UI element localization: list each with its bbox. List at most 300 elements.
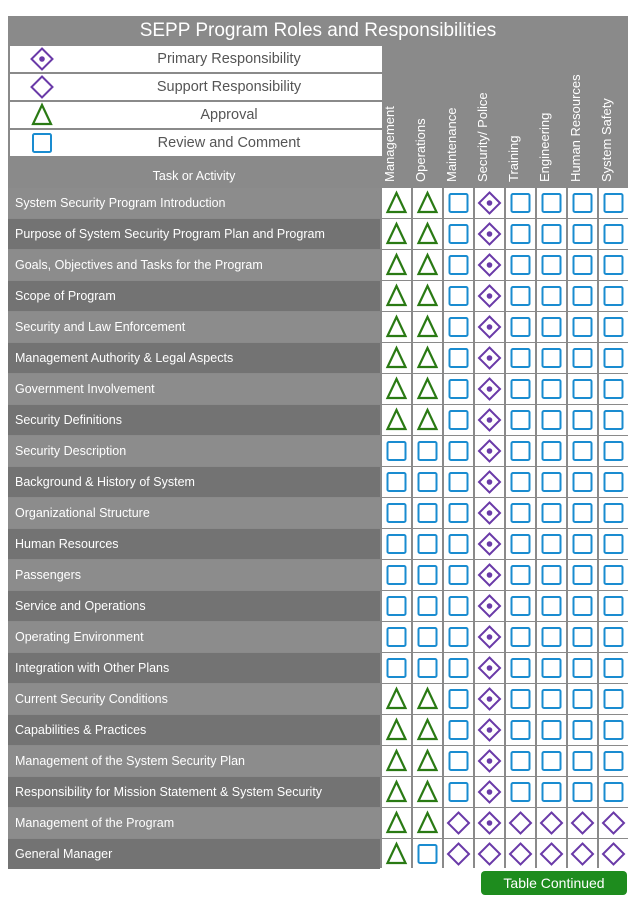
matrix-cell bbox=[599, 219, 628, 249]
review-symbol-icon bbox=[537, 684, 566, 714]
approval-symbol-icon bbox=[382, 250, 411, 280]
matrix-cell bbox=[413, 436, 442, 466]
table-row bbox=[8, 653, 380, 683]
task-label: System Security Program Introduction bbox=[15, 196, 226, 210]
matrix-cell bbox=[506, 405, 535, 435]
matrix-cell bbox=[444, 250, 473, 280]
review-symbol-icon bbox=[599, 281, 628, 311]
review-symbol-icon bbox=[444, 188, 473, 218]
primary-symbol-icon bbox=[475, 250, 504, 280]
matrix-cell bbox=[382, 684, 411, 714]
review-symbol-icon bbox=[444, 281, 473, 311]
matrix-cell bbox=[444, 529, 473, 559]
matrix-cell bbox=[444, 746, 473, 776]
matrix-cell bbox=[382, 622, 411, 652]
review-symbol-icon bbox=[599, 250, 628, 280]
task-label: Government Involvement bbox=[15, 382, 155, 396]
table-row bbox=[8, 219, 380, 249]
support-symbol-icon bbox=[506, 839, 535, 869]
review-symbol-icon bbox=[537, 653, 566, 683]
primary-symbol-icon bbox=[475, 188, 504, 218]
matrix-cell bbox=[599, 467, 628, 497]
review-symbol-icon bbox=[537, 715, 566, 745]
approval-symbol-icon bbox=[382, 777, 411, 807]
review-symbol-icon bbox=[444, 405, 473, 435]
matrix-cell bbox=[568, 188, 597, 218]
matrix-cell bbox=[475, 219, 504, 249]
review-symbol-icon bbox=[599, 343, 628, 373]
responsibility-matrix bbox=[8, 16, 628, 868]
matrix-cell bbox=[568, 219, 597, 249]
matrix-cell bbox=[475, 436, 504, 466]
primary-symbol-icon bbox=[10, 46, 74, 72]
approval-symbol-icon bbox=[382, 281, 411, 311]
matrix-cell bbox=[382, 498, 411, 528]
approval-symbol-icon bbox=[382, 405, 411, 435]
review-symbol-icon bbox=[444, 777, 473, 807]
legend-icon bbox=[10, 130, 74, 156]
review-symbol-icon bbox=[568, 653, 597, 683]
review-symbol-icon bbox=[537, 405, 566, 435]
primary-symbol-icon bbox=[475, 498, 504, 528]
primary-symbol-icon bbox=[475, 622, 504, 652]
primary-symbol-icon bbox=[475, 312, 504, 342]
matrix-cell bbox=[444, 188, 473, 218]
matrix-cell bbox=[382, 529, 411, 559]
matrix-cell bbox=[506, 281, 535, 311]
matrix-cell bbox=[413, 591, 442, 621]
matrix-cell bbox=[599, 343, 628, 373]
primary-symbol-icon bbox=[475, 591, 504, 621]
task-label: Human Resources bbox=[15, 537, 119, 551]
matrix-cell bbox=[444, 374, 473, 404]
matrix-cell bbox=[444, 622, 473, 652]
review-symbol-icon bbox=[537, 250, 566, 280]
matrix-cell bbox=[444, 436, 473, 466]
matrix-cell bbox=[599, 250, 628, 280]
matrix-cell bbox=[599, 188, 628, 218]
approval-symbol-icon bbox=[413, 746, 442, 776]
review-symbol-icon bbox=[382, 436, 411, 466]
review-symbol-icon bbox=[537, 622, 566, 652]
review-symbol-icon bbox=[413, 560, 442, 590]
matrix-cell bbox=[413, 281, 442, 311]
primary-symbol-icon bbox=[475, 653, 504, 683]
approval-symbol-icon bbox=[413, 405, 442, 435]
matrix-cell bbox=[475, 343, 504, 373]
table-continued-button[interactable]: Table Continued bbox=[481, 871, 627, 895]
review-symbol-icon bbox=[506, 250, 535, 280]
primary-symbol-icon bbox=[475, 436, 504, 466]
primary-symbol-icon bbox=[475, 343, 504, 373]
matrix-cell bbox=[599, 405, 628, 435]
legend-item-primary bbox=[10, 46, 382, 72]
support-symbol-icon bbox=[599, 808, 628, 838]
review-symbol-icon bbox=[444, 591, 473, 621]
primary-symbol-icon bbox=[475, 219, 504, 249]
matrix-cell bbox=[475, 591, 504, 621]
matrix-cell bbox=[475, 374, 504, 404]
task-label: Goals, Objectives and Tasks for the Program bbox=[15, 258, 263, 272]
matrix-cell bbox=[413, 467, 442, 497]
matrix-cell bbox=[475, 684, 504, 714]
column-header-label: Training bbox=[506, 135, 521, 182]
task-label: Operating Environment bbox=[15, 630, 144, 644]
matrix-cell bbox=[475, 188, 504, 218]
review-symbol-icon bbox=[444, 312, 473, 342]
approval-symbol-icon bbox=[413, 374, 442, 404]
task-label: Passengers bbox=[15, 568, 82, 582]
matrix-cell bbox=[599, 281, 628, 311]
legend-icon bbox=[10, 102, 74, 128]
matrix-cell bbox=[475, 312, 504, 342]
matrix-cell bbox=[444, 498, 473, 528]
review-symbol-icon bbox=[568, 498, 597, 528]
matrix-cell bbox=[475, 715, 504, 745]
matrix-cell bbox=[599, 529, 628, 559]
table-row bbox=[8, 188, 380, 218]
matrix-cell bbox=[382, 405, 411, 435]
matrix-cell bbox=[599, 374, 628, 404]
matrix-cell bbox=[444, 281, 473, 311]
matrix-cell bbox=[568, 498, 597, 528]
approval-symbol-icon bbox=[413, 312, 442, 342]
review-symbol-icon bbox=[599, 188, 628, 218]
column-header bbox=[382, 60, 411, 185]
matrix-cell bbox=[568, 405, 597, 435]
review-symbol-icon bbox=[568, 591, 597, 621]
matrix-cell bbox=[413, 622, 442, 652]
matrix-cell bbox=[506, 219, 535, 249]
table-row bbox=[8, 467, 380, 497]
matrix-cell bbox=[382, 746, 411, 776]
review-symbol-icon bbox=[506, 560, 535, 590]
matrix-cell bbox=[568, 746, 597, 776]
matrix-cell bbox=[537, 467, 566, 497]
task-label: Purpose of System Security Program Plan and Program bbox=[15, 227, 325, 241]
matrix-cell bbox=[568, 684, 597, 714]
review-symbol-icon bbox=[599, 312, 628, 342]
matrix-cell bbox=[382, 560, 411, 590]
matrix-cell bbox=[599, 684, 628, 714]
review-symbol-icon bbox=[444, 560, 473, 590]
matrix-cell bbox=[568, 560, 597, 590]
review-symbol-icon bbox=[382, 653, 411, 683]
matrix-cell bbox=[568, 777, 597, 807]
review-symbol-icon bbox=[568, 312, 597, 342]
review-symbol-icon bbox=[537, 777, 566, 807]
support-symbol-icon bbox=[537, 808, 566, 838]
review-symbol-icon bbox=[506, 312, 535, 342]
review-symbol-icon bbox=[444, 343, 473, 373]
approval-symbol-icon bbox=[413, 808, 442, 838]
review-symbol-icon bbox=[568, 622, 597, 652]
review-symbol-icon bbox=[413, 498, 442, 528]
matrix-cell bbox=[382, 777, 411, 807]
matrix-cell bbox=[382, 591, 411, 621]
matrix-cell bbox=[444, 777, 473, 807]
review-symbol-icon bbox=[537, 498, 566, 528]
review-symbol-icon bbox=[568, 715, 597, 745]
matrix-cell bbox=[444, 219, 473, 249]
review-symbol-icon bbox=[537, 560, 566, 590]
review-symbol-icon bbox=[506, 746, 535, 776]
review-symbol-icon bbox=[444, 622, 473, 652]
approval-symbol-icon bbox=[382, 312, 411, 342]
column-header-label: Operations bbox=[413, 118, 428, 182]
matrix-cell bbox=[475, 529, 504, 559]
primary-symbol-icon bbox=[475, 777, 504, 807]
review-symbol-icon bbox=[444, 498, 473, 528]
approval-symbol-icon bbox=[10, 102, 74, 128]
matrix-cell bbox=[475, 560, 504, 590]
support-symbol-icon bbox=[568, 839, 597, 869]
matrix-cell bbox=[537, 808, 566, 838]
matrix-cell bbox=[413, 312, 442, 342]
task-label: Management of the System Security Plan bbox=[15, 754, 245, 768]
matrix-cell bbox=[382, 312, 411, 342]
review-symbol-icon bbox=[568, 219, 597, 249]
review-symbol-icon bbox=[568, 188, 597, 218]
matrix-cell bbox=[506, 188, 535, 218]
table-row bbox=[8, 622, 380, 652]
matrix-cell bbox=[506, 622, 535, 652]
matrix-cell bbox=[537, 405, 566, 435]
matrix-cell bbox=[568, 808, 597, 838]
legend-label: Support Responsibility bbox=[76, 74, 382, 100]
matrix-cell bbox=[506, 529, 535, 559]
column-header bbox=[537, 60, 566, 185]
column-header bbox=[475, 60, 504, 185]
matrix-cell bbox=[506, 560, 535, 590]
legend-label: Primary Responsibility bbox=[76, 46, 382, 72]
review-symbol-icon bbox=[568, 684, 597, 714]
approval-symbol-icon bbox=[382, 746, 411, 776]
matrix-cell bbox=[382, 839, 411, 869]
matrix-cell bbox=[382, 653, 411, 683]
review-symbol-icon bbox=[444, 715, 473, 745]
review-symbol-icon bbox=[506, 343, 535, 373]
review-symbol-icon bbox=[537, 312, 566, 342]
column-header-label: Engineering bbox=[537, 112, 552, 182]
matrix-cell bbox=[413, 374, 442, 404]
matrix-cell bbox=[382, 374, 411, 404]
table-row bbox=[8, 529, 380, 559]
matrix-cell bbox=[475, 777, 504, 807]
matrix-cell bbox=[506, 746, 535, 776]
task-label: Responsibility for Mission Statement & System Security bbox=[15, 785, 323, 799]
matrix-cell bbox=[599, 622, 628, 652]
task-label: Background & History of System bbox=[15, 475, 195, 489]
matrix-cell bbox=[444, 312, 473, 342]
matrix-cell bbox=[568, 436, 597, 466]
matrix-cell bbox=[413, 560, 442, 590]
column-header-label: Human Resources bbox=[568, 74, 583, 182]
review-symbol-icon bbox=[599, 374, 628, 404]
matrix-cell bbox=[568, 839, 597, 869]
matrix-cell bbox=[475, 498, 504, 528]
review-symbol-icon bbox=[599, 498, 628, 528]
column-header bbox=[506, 60, 535, 185]
review-symbol-icon bbox=[506, 529, 535, 559]
support-symbol-icon bbox=[475, 839, 504, 869]
matrix-cell bbox=[506, 467, 535, 497]
review-symbol-icon bbox=[444, 467, 473, 497]
matrix-cell bbox=[568, 281, 597, 311]
matrix-cell bbox=[444, 839, 473, 869]
matrix-cell bbox=[475, 653, 504, 683]
review-symbol-icon bbox=[506, 467, 535, 497]
chart-title: SEPP Program Roles and Responsibilities bbox=[8, 16, 628, 44]
table-row bbox=[8, 250, 380, 280]
task-label: Capabilities & Practices bbox=[15, 723, 147, 737]
review-symbol-icon bbox=[568, 374, 597, 404]
primary-symbol-icon bbox=[475, 405, 504, 435]
legend-item-review bbox=[10, 130, 382, 156]
support-symbol-icon bbox=[10, 74, 74, 100]
primary-symbol-icon bbox=[475, 529, 504, 559]
approval-symbol-icon bbox=[413, 777, 442, 807]
matrix-cell bbox=[537, 560, 566, 590]
support-symbol-icon bbox=[506, 808, 535, 838]
review-symbol-icon bbox=[413, 529, 442, 559]
matrix-cell bbox=[599, 560, 628, 590]
column-header bbox=[599, 60, 628, 185]
matrix-cell bbox=[444, 591, 473, 621]
review-symbol-icon bbox=[506, 684, 535, 714]
review-symbol-icon bbox=[506, 219, 535, 249]
approval-symbol-icon bbox=[382, 715, 411, 745]
matrix-cell bbox=[506, 343, 535, 373]
review-symbol-icon bbox=[444, 653, 473, 683]
legend-item-approval bbox=[10, 102, 382, 128]
matrix-cell bbox=[475, 250, 504, 280]
review-symbol-icon bbox=[568, 529, 597, 559]
table-row bbox=[8, 343, 380, 373]
review-symbol-icon bbox=[537, 436, 566, 466]
matrix-cell bbox=[475, 839, 504, 869]
matrix-cell bbox=[568, 374, 597, 404]
review-symbol-icon bbox=[413, 839, 442, 869]
matrix-cell bbox=[537, 622, 566, 652]
matrix-cell bbox=[506, 715, 535, 745]
matrix-cell bbox=[537, 343, 566, 373]
matrix-cell bbox=[413, 498, 442, 528]
review-symbol-icon bbox=[537, 374, 566, 404]
approval-symbol-icon bbox=[413, 343, 442, 373]
review-symbol-icon bbox=[444, 219, 473, 249]
review-symbol-icon bbox=[10, 130, 74, 156]
review-symbol-icon bbox=[537, 219, 566, 249]
review-symbol-icon bbox=[599, 684, 628, 714]
matrix-cell bbox=[413, 715, 442, 745]
review-symbol-icon bbox=[568, 777, 597, 807]
review-symbol-icon bbox=[506, 281, 535, 311]
matrix-cell bbox=[413, 343, 442, 373]
matrix-cell bbox=[506, 250, 535, 280]
review-symbol-icon bbox=[382, 467, 411, 497]
approval-symbol-icon bbox=[413, 281, 442, 311]
review-symbol-icon bbox=[599, 467, 628, 497]
table-row bbox=[8, 591, 380, 621]
review-symbol-icon bbox=[537, 467, 566, 497]
matrix-cell bbox=[599, 498, 628, 528]
task-column-header: Task or Activity bbox=[152, 169, 236, 183]
approval-symbol-icon bbox=[382, 839, 411, 869]
task-label: Organizational Structure bbox=[15, 506, 150, 520]
review-symbol-icon bbox=[599, 529, 628, 559]
matrix-cell bbox=[506, 591, 535, 621]
matrix-cell bbox=[537, 715, 566, 745]
matrix-cell bbox=[413, 405, 442, 435]
review-symbol-icon bbox=[537, 343, 566, 373]
table-row bbox=[8, 281, 380, 311]
matrix-cell bbox=[475, 746, 504, 776]
matrix-cell bbox=[568, 312, 597, 342]
task-label: Current Security Conditions bbox=[15, 692, 168, 706]
review-symbol-icon bbox=[599, 622, 628, 652]
legend-icon bbox=[10, 46, 74, 72]
review-symbol-icon bbox=[599, 653, 628, 683]
support-symbol-icon bbox=[568, 808, 597, 838]
table-row bbox=[8, 560, 380, 590]
matrix-cell bbox=[506, 777, 535, 807]
review-symbol-icon bbox=[413, 653, 442, 683]
matrix-cell bbox=[568, 653, 597, 683]
matrix-cell bbox=[413, 653, 442, 683]
column-header bbox=[568, 60, 597, 185]
task-label: Security Definitions bbox=[15, 413, 122, 427]
legend-icon bbox=[10, 74, 74, 100]
column-header bbox=[444, 60, 473, 185]
column-header-label: Management bbox=[382, 106, 397, 182]
approval-symbol-icon bbox=[382, 374, 411, 404]
table-row bbox=[8, 808, 380, 838]
matrix-cell bbox=[599, 312, 628, 342]
review-symbol-icon bbox=[444, 684, 473, 714]
table-row bbox=[8, 436, 380, 466]
review-symbol-icon bbox=[599, 591, 628, 621]
table-row bbox=[8, 405, 380, 435]
review-symbol-icon bbox=[568, 405, 597, 435]
review-symbol-icon bbox=[444, 250, 473, 280]
approval-symbol-icon bbox=[413, 188, 442, 218]
matrix-cell bbox=[599, 777, 628, 807]
table-row bbox=[8, 715, 380, 745]
matrix-cell bbox=[506, 312, 535, 342]
matrix-cell bbox=[537, 684, 566, 714]
matrix-cell bbox=[506, 839, 535, 869]
review-symbol-icon bbox=[506, 436, 535, 466]
approval-symbol-icon bbox=[382, 219, 411, 249]
support-symbol-icon bbox=[599, 839, 628, 869]
matrix-cell bbox=[506, 684, 535, 714]
task-label: Integration with Other Plans bbox=[15, 661, 170, 675]
support-symbol-icon bbox=[537, 839, 566, 869]
review-symbol-icon bbox=[382, 622, 411, 652]
table-row bbox=[8, 374, 380, 404]
matrix-cell bbox=[537, 250, 566, 280]
matrix-cell bbox=[568, 250, 597, 280]
review-symbol-icon bbox=[537, 591, 566, 621]
review-symbol-icon bbox=[382, 591, 411, 621]
matrix-cell bbox=[537, 188, 566, 218]
review-symbol-icon bbox=[506, 653, 535, 683]
matrix-cell bbox=[413, 777, 442, 807]
review-symbol-icon bbox=[568, 467, 597, 497]
task-label: Service and Operations bbox=[15, 599, 146, 613]
review-symbol-icon bbox=[506, 188, 535, 218]
